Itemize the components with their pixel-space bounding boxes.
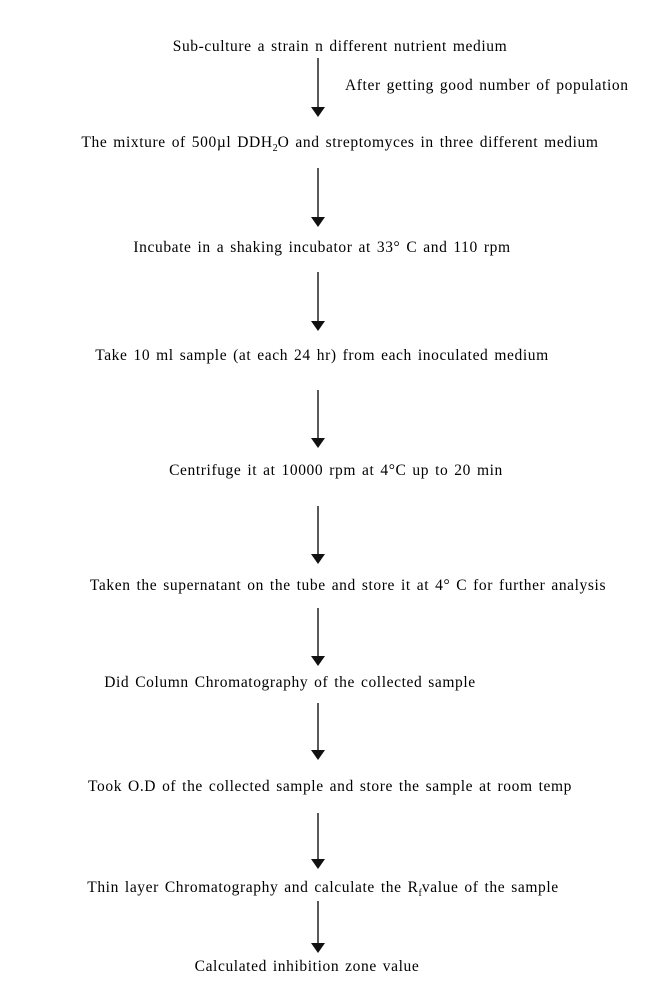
flow-step: Did Column Chromatography of the collected sample (104, 674, 476, 691)
flow-step: Thin layer Chromatography and calculate the $R_fvalue$ of the sample (87, 879, 559, 900)
arrow-head (311, 750, 325, 760)
arrow-head (311, 107, 325, 117)
flow-step: Took O.D of the collected sample and store the sample at room temp (88, 778, 572, 795)
arrow-stem (317, 901, 319, 943)
flow-step: Calculated inhibition zone value (194, 958, 420, 975)
flow-step: Taken the supernatant on the tube and store it at 4° C for further analysis (89, 577, 607, 594)
arrow-stem (317, 390, 319, 438)
arrow-head (311, 217, 325, 227)
arrow-head (311, 943, 325, 953)
arrow-down-icon (311, 58, 325, 117)
arrow-down-icon (311, 813, 325, 869)
flow-step: The mixture of 500µl $DDH_2O$ and streptomyces in three different medium (81, 134, 599, 155)
arrow-head (311, 859, 325, 869)
arrow-annotation: After getting good number of population (345, 77, 629, 94)
arrow-down-icon (311, 901, 325, 953)
arrow-stem (317, 58, 319, 107)
arrow-down-icon (311, 506, 325, 564)
flow-step: Incubate in a shaking incubator at 33° C and 110 rpm (133, 239, 511, 256)
arrow-head (311, 321, 325, 331)
arrow-head (311, 656, 325, 666)
flow-step: Centrifuge it at 10000 rpm at 4°C up to 20 min (169, 462, 503, 479)
arrow-down-icon (311, 608, 325, 666)
arrow-stem (317, 168, 319, 217)
arrow-stem (317, 703, 319, 750)
flow-step: Sub-culture a strain n different nutrient medium (172, 38, 508, 55)
arrow-head (311, 554, 325, 564)
arrow-down-icon (311, 390, 325, 448)
arrow-down-icon (311, 272, 325, 331)
arrow-stem (317, 813, 319, 859)
flow-step: Take 10 ml sample (at each 24 hr) from each inoculated medium (95, 347, 549, 364)
arrow-down-icon (311, 703, 325, 760)
arrow-stem (317, 608, 319, 656)
arrow-stem (317, 272, 319, 321)
arrow-down-icon (311, 168, 325, 227)
arrow-head (311, 438, 325, 448)
arrow-stem (317, 506, 319, 554)
